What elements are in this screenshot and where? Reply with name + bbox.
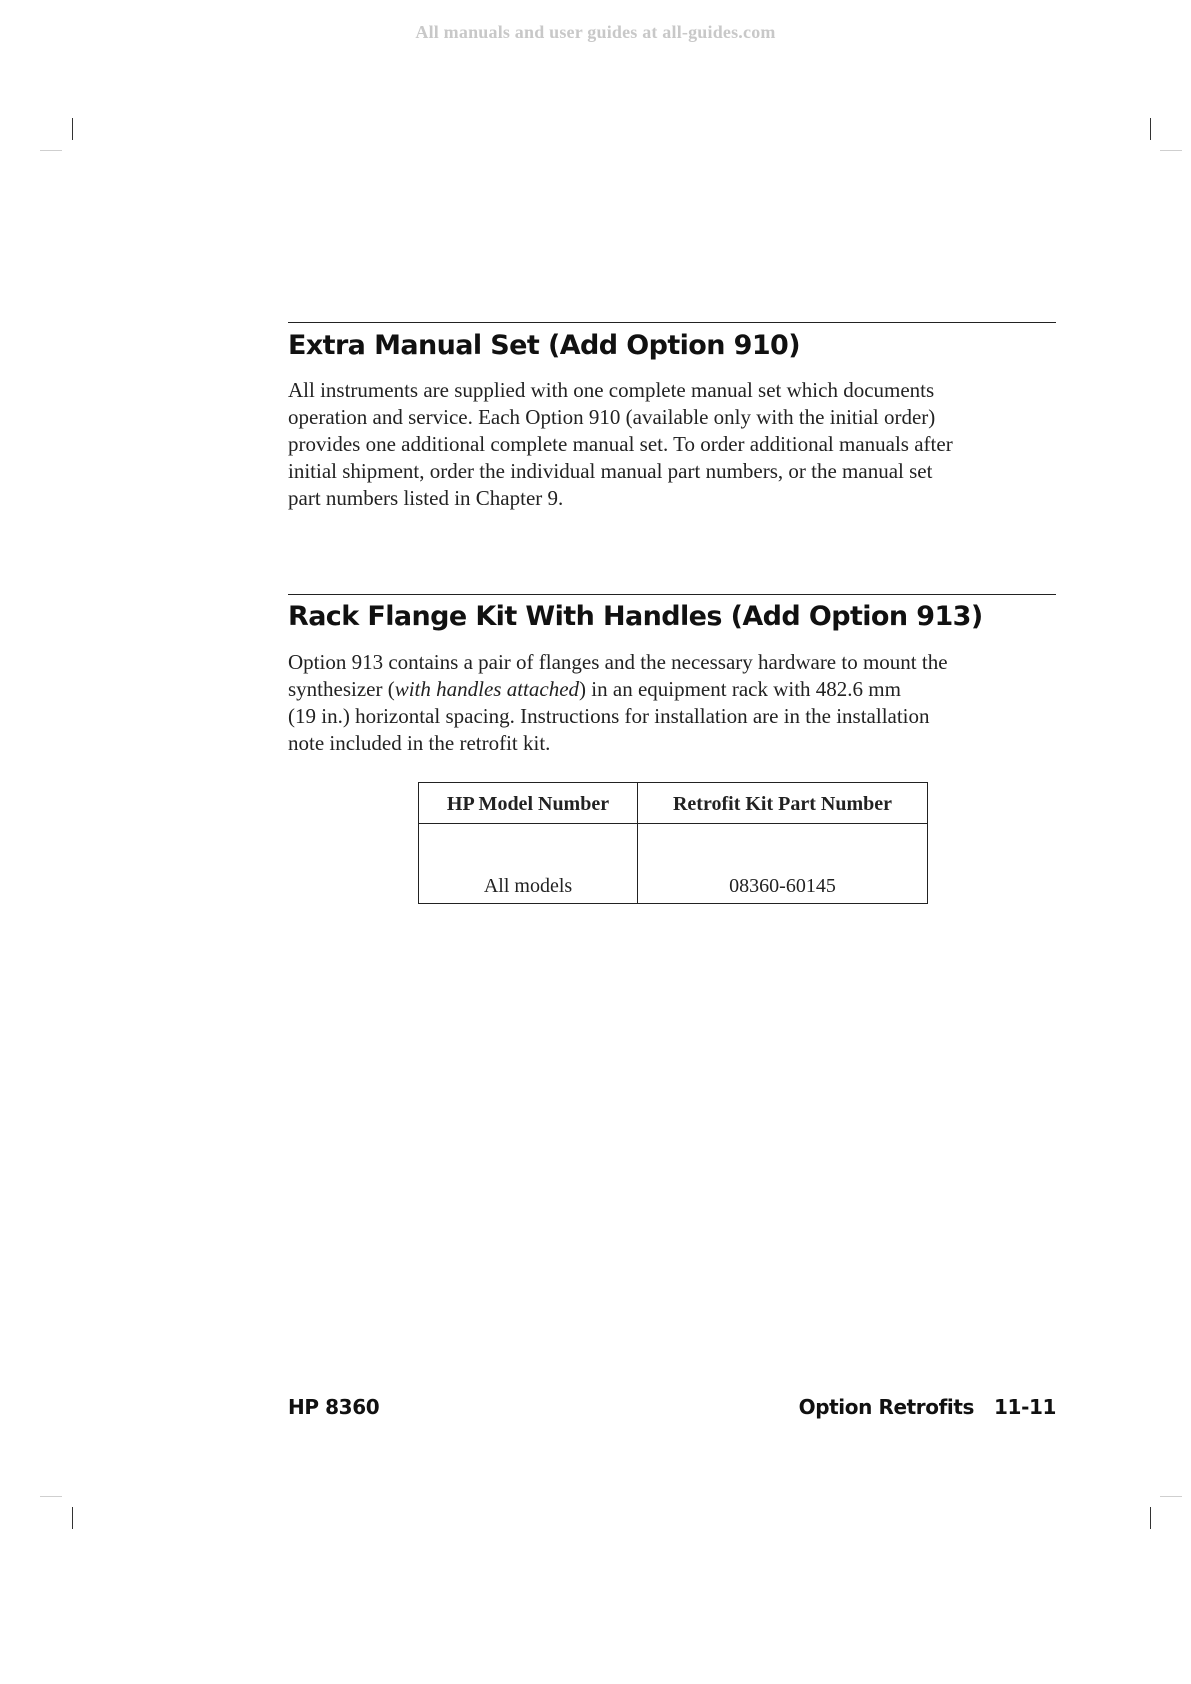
body-line: provides one additional complete manual set. To order additional manuals after: [288, 432, 953, 456]
section-rule-913: [288, 594, 1056, 595]
crop-mark-top-left-h: [40, 150, 62, 151]
section-body-option-910: [288, 377, 1078, 512]
section-heading-option-913: Rack Flange Kit With Handles (Add Option 913): [288, 601, 983, 632]
body-line: (19 in.) horizontal spacing. Instructions for installation are in the installation: [288, 704, 930, 728]
crop-mark-top-left: [72, 118, 73, 140]
table-header-model: HP Model Number: [446, 793, 610, 815]
body-line: part numbers listed in Chapter 9.: [288, 486, 564, 510]
body-text: synthesizer (: [288, 677, 395, 701]
section-heading-option-910: Extra Manual Set (Add Option 910): [288, 330, 800, 361]
body-line: operation and service. Each Option 910 (available only with the initial order): [288, 405, 936, 429]
body-line: note included in the retrofit kit.: [288, 731, 551, 755]
body-line: initial shipment, order the individual manual part numbers, or the manual set: [288, 459, 933, 483]
section-rule-910: [288, 322, 1056, 323]
crop-mark-bottom-right: [1150, 1507, 1151, 1529]
crop-mark-top-right-h: [1160, 150, 1182, 151]
body-line: [288, 676, 1078, 703]
table-header-divider: [419, 823, 927, 824]
body-text: ) in an equipment rack with 482.6 mm: [579, 677, 901, 701]
crop-mark-bottom-right-h: [1160, 1496, 1182, 1497]
table-cell-part-number: 08360-60145: [729, 875, 836, 897]
crop-mark-bottom-left-h: [40, 1496, 62, 1497]
footer-right: [799, 1395, 1056, 1419]
watermark: All manuals and user guides at all-guides.com: [415, 22, 776, 42]
italic-emphasis: with handles attached: [394, 677, 580, 701]
footer-chapter-title: Option Retrofits: [798, 1395, 975, 1419]
body-line: All instruments are supplied with one complete manual set which documents: [288, 378, 935, 402]
crop-mark-top-right: [1150, 118, 1151, 140]
footer-page-number: 11-11: [994, 1395, 1056, 1419]
footer-model: HP 8360: [288, 1395, 380, 1419]
section-body-option-913: [288, 649, 1078, 757]
retrofit-kit-table: [418, 782, 928, 904]
crop-mark-bottom-left: [72, 1507, 73, 1529]
table-cell-model: All models: [483, 875, 573, 897]
body-line: Option 913 contains a pair of flanges and the necessary hardware to mount the: [288, 650, 948, 674]
table-header-part-number: Retrofit Kit Part Number: [672, 793, 892, 815]
